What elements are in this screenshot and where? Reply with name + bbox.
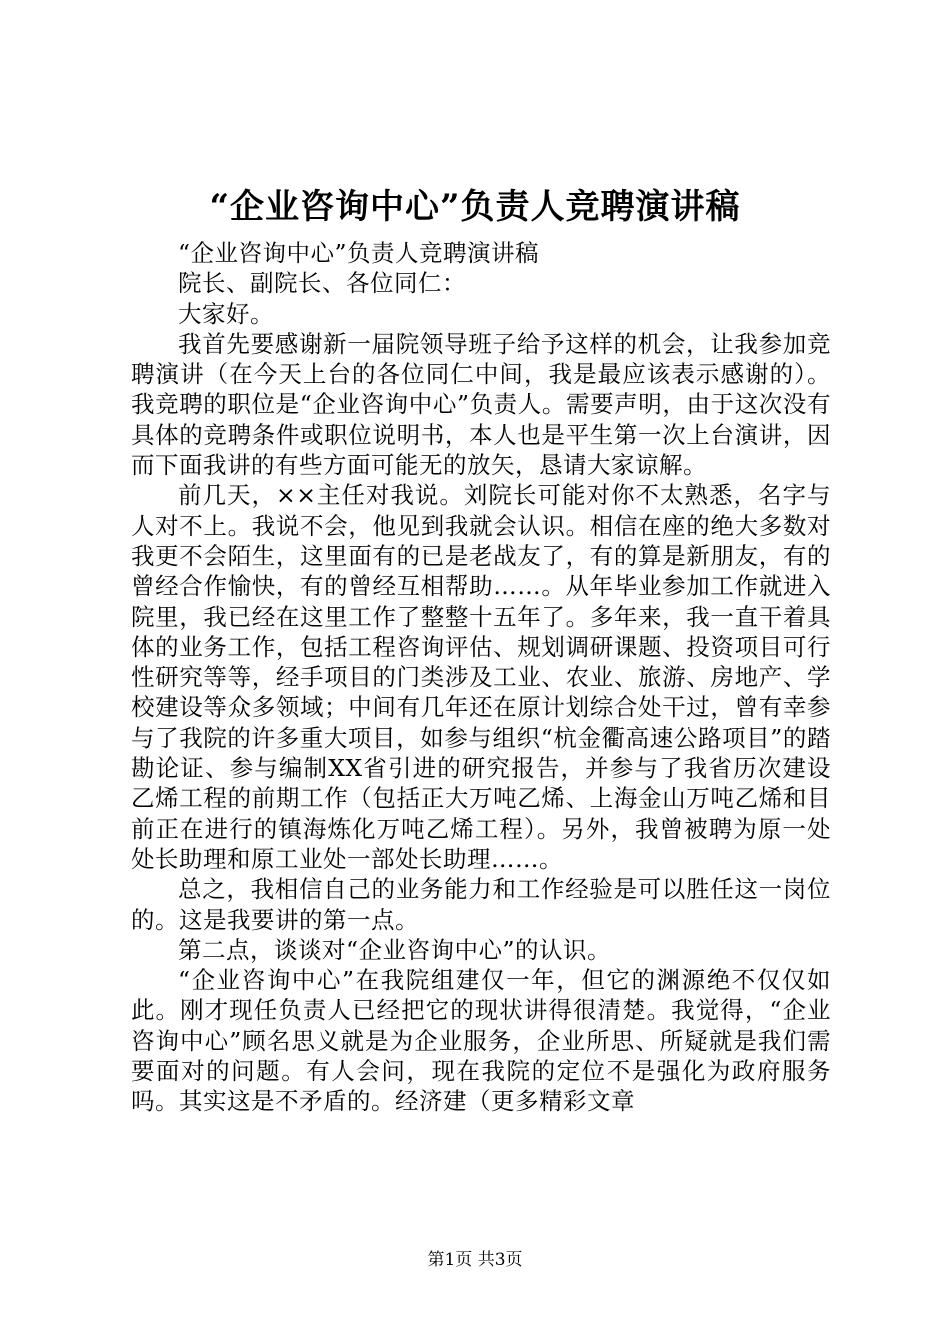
document-body <box>131 238 831 1117</box>
paragraph: 前几天，××主任对我说。刘院长可能对你不太熟悉，名字与人对不上。我说不会，他见到我就会认识。相信在座的绝大多数对我更不会陌生，这里面有的已是老战友了，有的算是新朋友，有的曾经合作愉快，有的曾经互相帮助……。从年毕业参加工作就进入院里，我已经在这里工作了整整十五年了。多年来，我一直干着具体的业务工作，包括工程咨询评估、规划调研课题、投资项目可行性研究等等，经手项目的门类涉及工业、农业、旅游、房地产、学校建设等众多领域；中间有几年还在原计划综合处干过，曾有幸参与了我院的许多重大项目，如参与组织“杭金衢高速公路项目”的踏勘论证、参与编制XX省引进的研究报告，并参与了我省历次建设乙烯工程的前期工作（包括正大万吨乙烯、上海金山万吨乙烯和目前正在进行的镇海炼化万吨乙烯工程）。另外，我曾被聘为原一处处长助理和原工业处一部处长助理……。 <box>131 481 831 873</box>
paragraph: “企业咨询中心”负责人竞聘演讲稿 <box>178 239 540 267</box>
document-title: “企业咨询中心”负责人竞聘演讲稿 <box>209 187 741 227</box>
paragraph: “企业咨询中心”在我院组建仅一年，但它的渊源绝不仅仅如此。刚才现任负责人已经把它的现状讲得很清楚。我觉得，“企业咨询中心”顾名思义就是为企业服务，企业所思、所疑就是我们需要面对的问题。有人会问，现在我院的定位不是强化为政府服务吗。其实这是不矛盾的。经济建（更多精彩文章 <box>131 966 831 1116</box>
paragraph: 总之，我相信自己的业务能力和工作经验是可以胜任这一岗位的。这是我要讲的第一点。 <box>131 875 831 934</box>
paragraph: 院长、副院长、各位同仁： <box>178 269 466 298</box>
paragraph: 我首先要感谢新一届院领导班子给予这样的机会，让我参加竞聘演讲（在今天上台的各位同仁中间，我是最应该表示感谢的）。我竞聘的职位是“企业咨询中心”负责人。需要声明，由于这次没有具体的竞聘条件或职位说明书，本人也是平生第一次上台演讲，因而下面我讲的有些方面可能无的放矢，恳请大家谅解。 <box>131 329 831 480</box>
paragraph: 大家好。 <box>178 299 274 328</box>
page-number-footer: 第1页 共3页 <box>427 1250 523 1270</box>
paragraph: 第二点，谈谈对“企业咨询中心”的认识。 <box>178 935 612 964</box>
